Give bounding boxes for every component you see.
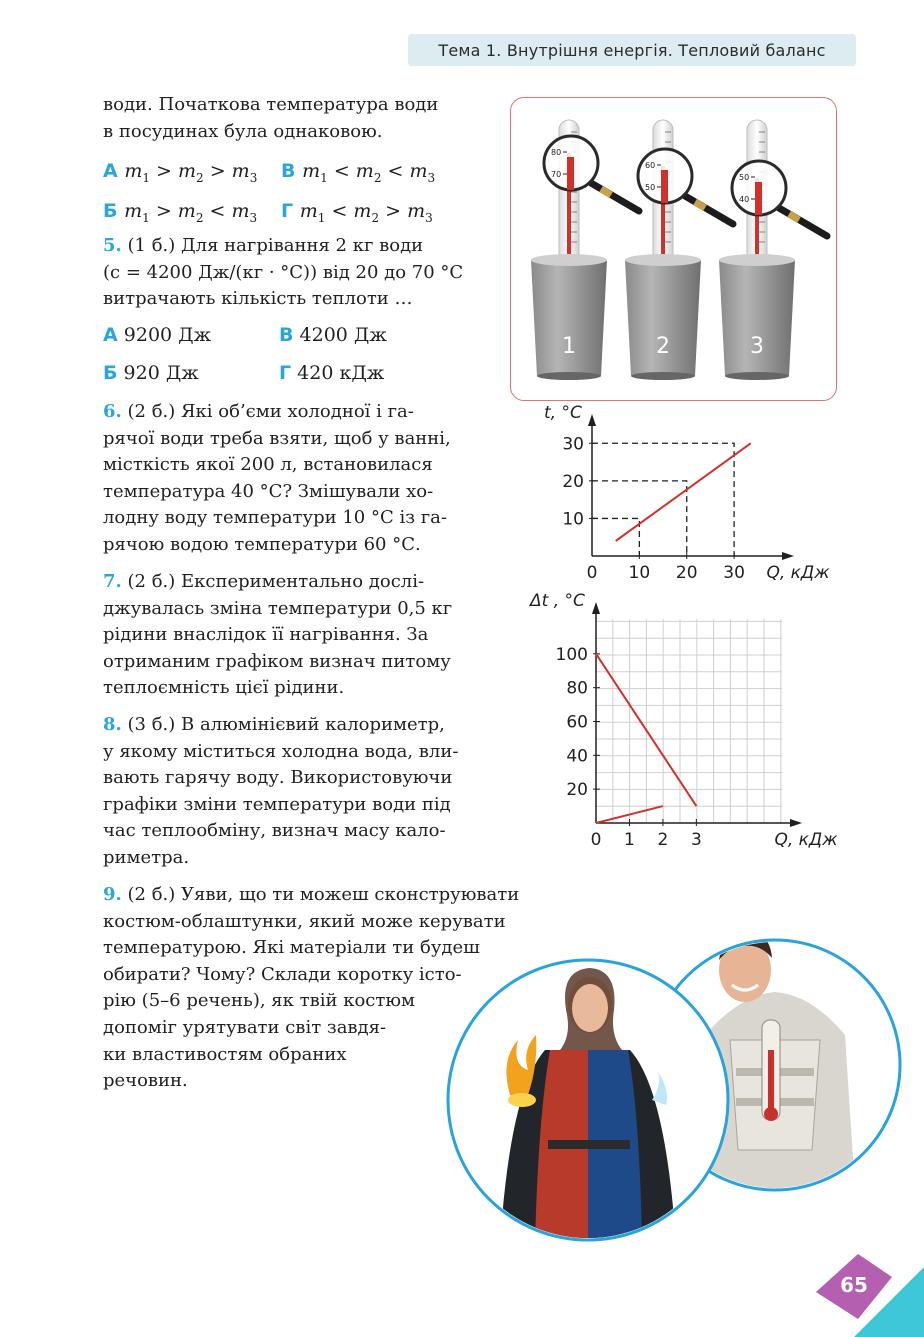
intro-text	[103, 92, 489, 145]
y-tick-label: 100	[555, 644, 588, 665]
question-number: 7.	[103, 571, 122, 592]
intro-line: в посудинах була однаковою.	[103, 120, 383, 142]
question-6: 6. (2 б.) Які об’єми холодної і га- рячої води треба взяти, щоб у ванні, місткість якої 200 л, встановилася температура 40 °С? Змішували хо- лодну воду температури 10 °С із га- рячою водою температури 60 °С.	[103, 401, 451, 555]
calorimeter-chart	[520, 591, 838, 855]
x-tick-label: 3	[690, 830, 702, 850]
magnifier-handle	[685, 196, 733, 224]
magnifier-handle	[779, 208, 827, 236]
page-number: 65	[840, 1273, 868, 1297]
cups-illustration	[511, 98, 836, 400]
magnifier-handle	[591, 183, 639, 211]
question-number: 8.	[103, 714, 122, 735]
x-tick-label: 20	[675, 563, 698, 583]
y-tick-label: 80	[566, 678, 588, 699]
chapter-header	[408, 34, 856, 66]
cup-number: 2	[656, 334, 670, 359]
q4-option: А $m_1 > m_2 > m_3$	[103, 160, 258, 185]
y-tick-label: 20	[566, 780, 588, 801]
q5-option-b: Б 920 Дж	[103, 362, 199, 384]
q5-line: (c = 4200 Дж/(кг · °С)) від 20 до 70 °С	[103, 261, 464, 283]
y-tick-label: 60	[566, 712, 588, 733]
q4-option: Б $m_1 > m_2 < m_3$	[103, 200, 258, 225]
thermo-tick-label: 80	[551, 148, 562, 157]
x-axis-arrow	[782, 552, 794, 560]
chapter-title: Тема 1. Внутрішня енергія. Тепловий баланс	[438, 40, 826, 60]
x-axis-label: Q, кДж	[774, 830, 838, 850]
q4-option: Г $m_1 < m_2 > m_3$	[281, 200, 433, 225]
q4-option: В $m_1 < m_2 < m_3$	[281, 160, 436, 185]
question-8: 8. (3 б.) В алюмінієвий калориметр, у якому міститься холодна вода, вли- вають гарячу воду. Використовуючи графіки зміни температури води під час теплообміну, визнач масу кало- риметра.	[103, 714, 459, 868]
cup-number: 3	[750, 334, 764, 359]
q5-line: (1 б.) Для нагрівання 2 кг води	[121, 235, 424, 256]
question-number: 5.	[103, 235, 122, 256]
y-axis-label: t, °С	[544, 403, 582, 423]
x-axis-arrow	[790, 819, 802, 827]
cup-number: 1	[562, 334, 576, 359]
x-tick-label: 10	[628, 563, 651, 583]
page-number-badge	[794, 1237, 924, 1337]
q5-option-a: А 9200 Дж	[103, 324, 212, 346]
question-5	[103, 233, 489, 313]
guide-line	[592, 443, 734, 556]
q5-option-v: В 4200 Дж	[279, 324, 387, 346]
x-tick-label: 1	[624, 830, 635, 850]
temperature-heat-chart	[520, 403, 840, 590]
x-tick-label: 0	[590, 830, 602, 850]
y-axis-arrow	[588, 414, 596, 426]
y-tick-label: 20	[562, 471, 584, 492]
question-7: 7. (2 б.) Експериментально дослі- джувалась зміна температури 0,5 кг рідини внаслідок її нагрівання. За отриманим графіком визнач питому теплоємність цієї рідини.	[103, 571, 453, 699]
question-number: 9.	[103, 884, 122, 905]
thermo-tick-label: 40	[739, 195, 750, 204]
intro-line: води. Початкова температура води	[103, 94, 439, 115]
x-tick-label: 30	[723, 563, 745, 583]
question-number: 6.	[103, 401, 122, 422]
guide-line	[592, 518, 639, 556]
y-axis-label: Δt , °С	[530, 591, 585, 611]
y-tick-label: 30	[562, 434, 584, 455]
thermo-tick-label: 50	[739, 173, 750, 182]
x-axis-label: Q, кДж	[766, 563, 830, 583]
x-tick-label: 2	[657, 830, 669, 850]
thermo-tick-label: 60	[645, 161, 656, 170]
thermo-tick-label: 50	[645, 183, 656, 192]
q5-line: витрачають кількість теплоти …	[103, 288, 413, 310]
superheroes-illustration	[440, 900, 880, 1250]
y-axis-arrow	[592, 602, 600, 614]
cups-figure	[510, 97, 837, 401]
y-tick-label: 40	[566, 746, 588, 767]
y-tick-label: 10	[562, 509, 584, 530]
x-tick-label: 0	[586, 563, 598, 583]
data-line	[616, 443, 751, 541]
thermo-tick-label: 70	[551, 170, 562, 179]
q5-option-g: Г 420 кДж	[279, 362, 385, 384]
female-hero-picture	[448, 960, 728, 1245]
question-9: 9. (2 б.) Уяви, що ти можеш сконструювати костюм-облаштунки, який може керувати температурою. Які матеріали ти будеш обирати? Чому? Склади коротку істо- рію (5–6 речень), як твій костюм допоміг урятувати світ завдя- ки властивостям обраних речовин.	[103, 884, 520, 1092]
